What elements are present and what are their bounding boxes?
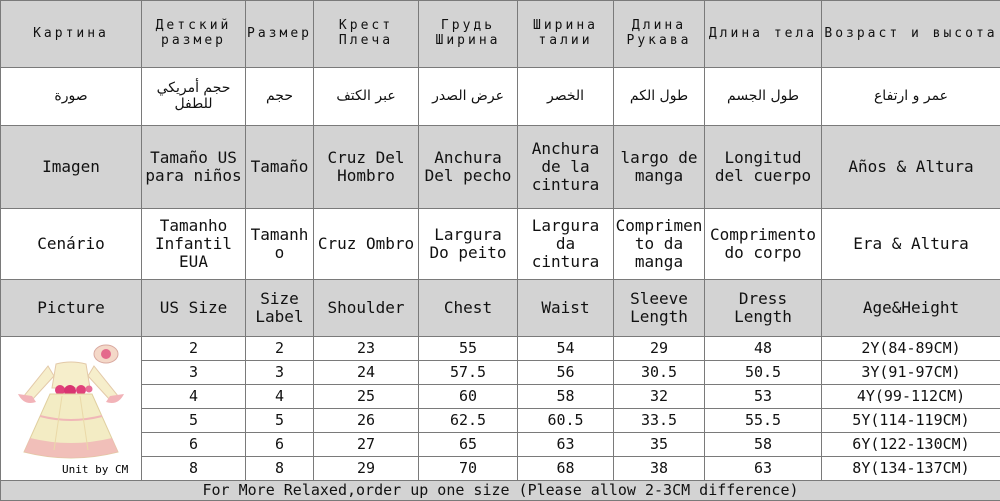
table-cell: 25 xyxy=(314,385,419,409)
header-row-arabic xyxy=(1,68,1000,126)
header-cell: Ширина талии xyxy=(518,1,614,68)
table-cell: 8 xyxy=(142,457,246,481)
header-cell: Largura Do peito xyxy=(419,209,518,280)
header-row-russian xyxy=(1,1,1000,68)
table-cell: 57.5 xyxy=(419,361,518,385)
header-row-spanish xyxy=(1,126,1000,209)
unit-note: Unit by CM xyxy=(62,464,128,476)
header-cell: Грудь Ширина xyxy=(419,1,518,68)
table-cell: 5 xyxy=(246,409,314,433)
header-cell: Tamanho Infantil EUA xyxy=(142,209,246,280)
header-cell: Picture xyxy=(1,280,142,337)
table-cell: 58 xyxy=(705,433,822,457)
table-cell: 4 xyxy=(142,385,246,409)
header-cell: US Size xyxy=(142,280,246,337)
table-cell: 33.5 xyxy=(614,409,705,433)
table-cell: 54 xyxy=(518,337,614,361)
header-cell: Comprimento da manga xyxy=(614,209,705,280)
header-cell: Dress Length xyxy=(705,280,822,337)
table-cell: 6Y(122-130CM) xyxy=(822,433,1000,457)
table-cell: 30.5 xyxy=(614,361,705,385)
header-row-portuguese xyxy=(1,209,1000,280)
table-row xyxy=(1,361,1000,385)
table-cell: 60.5 xyxy=(518,409,614,433)
header-cell: Comprimento do corpo xyxy=(705,209,822,280)
header-row-english xyxy=(1,280,1000,337)
header-cell: عمر و ارتفاع xyxy=(822,68,1000,126)
table-cell: 26 xyxy=(314,409,419,433)
table-cell: 23 xyxy=(314,337,419,361)
table-cell: 3Y(91-97CM) xyxy=(822,361,1000,385)
dress-illustration xyxy=(2,340,140,478)
table-row xyxy=(1,433,1000,457)
header-cell: largo de manga xyxy=(614,126,705,209)
table-cell: 27 xyxy=(314,433,419,457)
header-cell: Возраст и высота xyxy=(822,1,1000,68)
table-row xyxy=(1,385,1000,409)
header-cell: Imagen xyxy=(1,126,142,209)
footer-row xyxy=(1,481,1000,501)
header-cell: Age&Height xyxy=(822,280,1000,337)
header-cell: Longitud del cuerpo xyxy=(705,126,822,209)
table-cell: 3 xyxy=(246,361,314,385)
header-cell: Cruz Ombro xyxy=(314,209,419,280)
table-row xyxy=(1,457,1000,481)
product-picture-cell xyxy=(1,337,142,481)
table-cell: 32 xyxy=(614,385,705,409)
table-cell: 2Y(84-89CM) xyxy=(822,337,1000,361)
header-cell: Tamanho xyxy=(246,209,314,280)
table-cell: 63 xyxy=(518,433,614,457)
header-cell: Anchura de la cintura xyxy=(518,126,614,209)
table-row xyxy=(1,337,1000,361)
table-cell: 29 xyxy=(614,337,705,361)
table-cell: 29 xyxy=(314,457,419,481)
table-cell: 2 xyxy=(142,337,246,361)
header-cell: Años & Altura xyxy=(822,126,1000,209)
table-cell: 63 xyxy=(705,457,822,481)
dress-image xyxy=(2,340,140,478)
table-cell: 3 xyxy=(142,361,246,385)
header-cell: Крест Плеча xyxy=(314,1,419,68)
table-cell: 38 xyxy=(614,457,705,481)
header-cell: Size Label xyxy=(246,280,314,337)
table-cell: 4 xyxy=(246,385,314,409)
header-cell: Era & Altura xyxy=(822,209,1000,280)
header-cell: Tamaño xyxy=(246,126,314,209)
header-cell: Длина Рукава xyxy=(614,1,705,68)
header-cell: حجم xyxy=(246,68,314,126)
table-cell: 48 xyxy=(705,337,822,361)
header-cell: Waist xyxy=(518,280,614,337)
header-cell: Chest xyxy=(419,280,518,337)
table-cell: 50.5 xyxy=(705,361,822,385)
header-cell: Cruz Del Hombro xyxy=(314,126,419,209)
header-cell: طول الجسم xyxy=(705,68,822,126)
header-cell: صورة xyxy=(1,68,142,126)
table-cell: 4Y(99-112CM) xyxy=(822,385,1000,409)
table-cell: 62.5 xyxy=(419,409,518,433)
table-cell: 8 xyxy=(246,457,314,481)
header-cell: Tamaño US para niños xyxy=(142,126,246,209)
header-cell: الخصر xyxy=(518,68,614,126)
table-cell: 58 xyxy=(518,385,614,409)
table-cell: 60 xyxy=(419,385,518,409)
table-cell: 24 xyxy=(314,361,419,385)
header-cell: عرض الصدر xyxy=(419,68,518,126)
header-cell: Cenário xyxy=(1,209,142,280)
header-cell: Sleeve Length xyxy=(614,280,705,337)
header-cell: طول الكم xyxy=(614,68,705,126)
table-cell: 65 xyxy=(419,433,518,457)
header-cell: Largura da cintura xyxy=(518,209,614,280)
table-cell: 53 xyxy=(705,385,822,409)
header-cell: Детский размер xyxy=(142,1,246,68)
table-cell: 2 xyxy=(246,337,314,361)
header-cell: حجم أمريكي للطفل xyxy=(142,68,246,126)
table-cell: 70 xyxy=(419,457,518,481)
table-cell: 68 xyxy=(518,457,614,481)
table-cell: 5 xyxy=(142,409,246,433)
header-cell: Anchura Del pecho xyxy=(419,126,518,209)
table-cell: 55.5 xyxy=(705,409,822,433)
table-row xyxy=(1,409,1000,433)
header-cell: Размер xyxy=(246,1,314,68)
table-cell: 6 xyxy=(142,433,246,457)
header-cell: Длина тела xyxy=(705,1,822,68)
footer-note: For More Relaxed,order up one size (Please allow 2-3CM difference) xyxy=(1,481,1000,501)
table-cell: 8Y(134-137CM) xyxy=(822,457,1000,481)
table-cell: 6 xyxy=(246,433,314,457)
header-cell: عبر الكتف xyxy=(314,68,419,126)
table-cell: 55 xyxy=(419,337,518,361)
table-cell: 56 xyxy=(518,361,614,385)
table-cell: 35 xyxy=(614,433,705,457)
header-cell: Shoulder xyxy=(314,280,419,337)
header-cell: Картина xyxy=(1,1,142,68)
table-cell: 5Y(114-119CM) xyxy=(822,409,1000,433)
